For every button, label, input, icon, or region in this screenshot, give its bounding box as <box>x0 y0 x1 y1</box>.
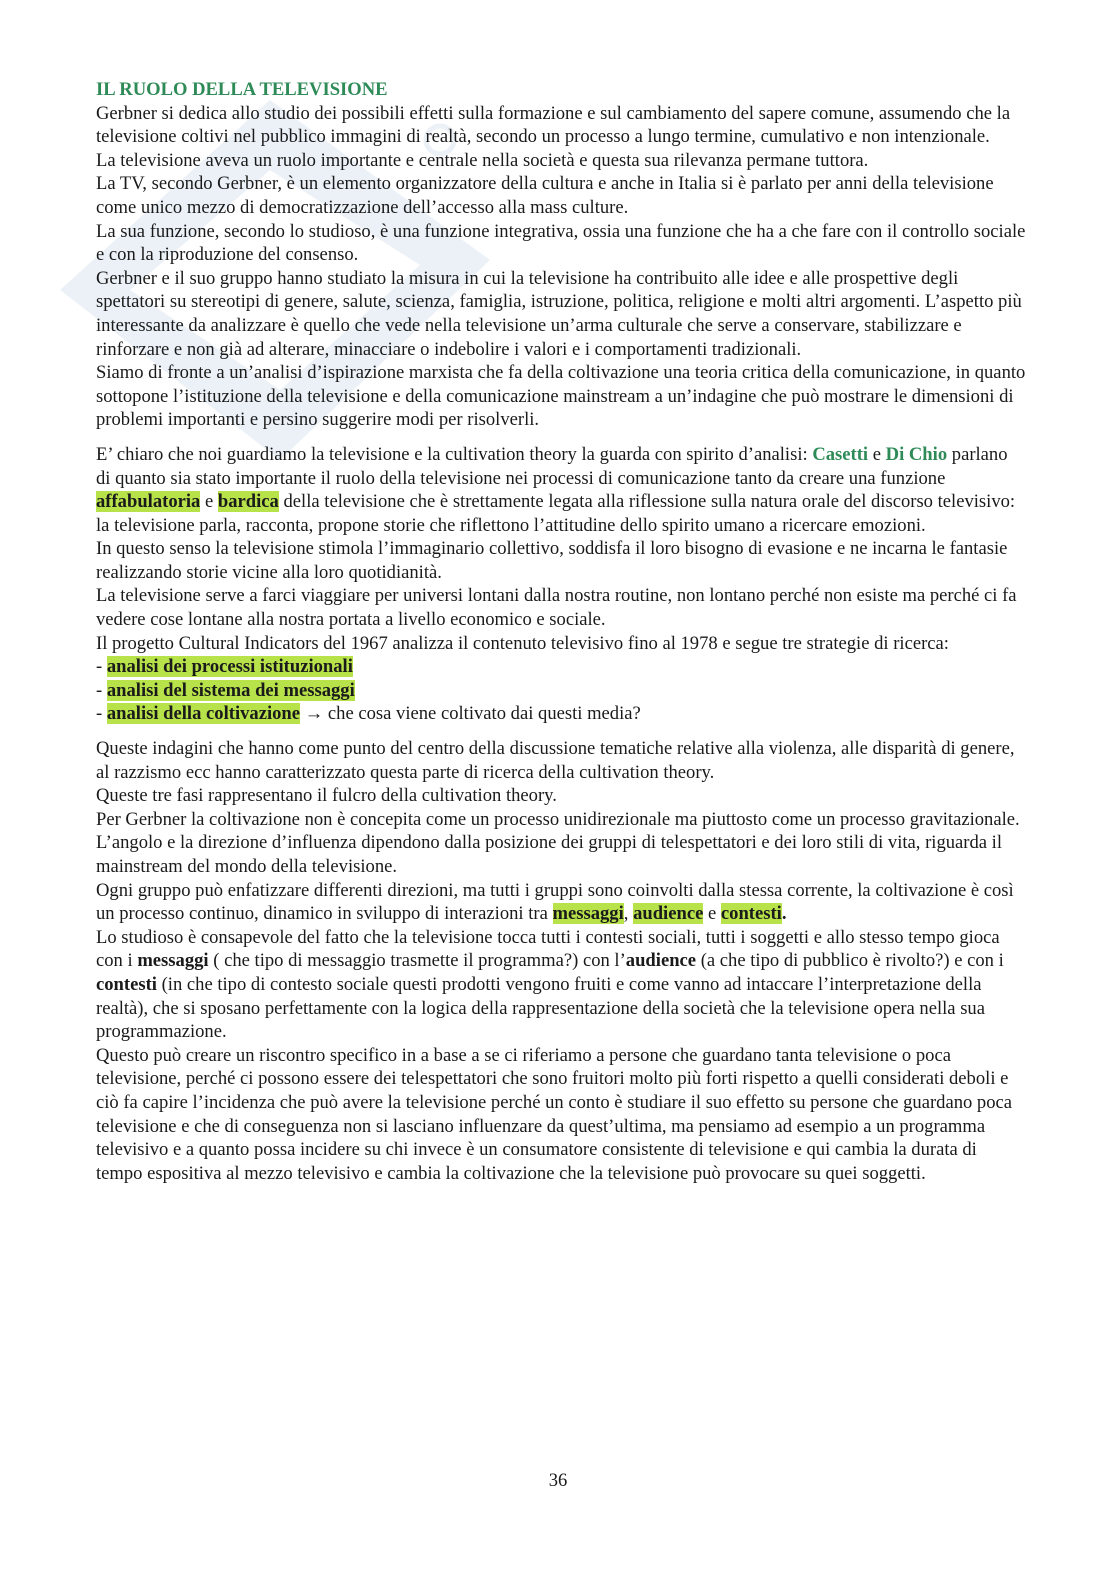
highlighted-term: contesti <box>720 903 782 925</box>
paragraph-studioso: Lo studioso è consapevole del fatto che la televisione tocca tutti i contesti sociali, tutti i soggetti e allo stesso tempo gioca con i messaggi ( che tipo di messaggio trasmette il programma?) con l’audience (a che tipo di pubblico è rivolto?) e con i contesti (in che tipo di contesto sociale questi prodotti vengono fruiti e come vanno ad intaccare l’interpretazione della realtà), che si sposano perfettamente con la logica della rappresentazione della società che la televisione opera nella sua programmazione. <box>96 926 1004 1043</box>
paragraph: La sua funzione, secondo lo studioso, è una funzione integrativa, ossia una funzione che ha a che fare con il controllo sociale e con la riproduzione del consenso. <box>96 220 1026 266</box>
highlighted-term: analisi della coltivazione <box>106 703 301 725</box>
bold-term: messaggi <box>137 950 209 972</box>
bold-term: audience <box>625 950 697 972</box>
section-title: IL RUOLO DELLA TELEVISIONE <box>96 79 388 100</box>
paragraph: Per Gerbner la coltivazione non è concepita come un processo unidirezionale ma piuttosto come un processo gravitazionale. L’angolo e la direzione d’influenza dipendono dalla posizione dei gruppi di telespettatori e dei loro stili di vita, riguarda il mainstream del mondo della televisione. <box>96 808 1020 877</box>
highlighted-term: analisi dei processi istituzionali <box>106 656 353 678</box>
highlighted-term: messaggi <box>552 903 624 925</box>
author-name: Casetti <box>812 443 869 465</box>
highlighted-term: analisi del sistema dei messaggi <box>106 679 355 701</box>
paragraph-interactions: Ogni gruppo può enfatizzare differenti direzioni, ma tutti i gruppi sono coinvolti dalla stessa corrente, la coltivazione è così un processo continuo, dinamico in sviluppo di interazioni tra messaggi, audience e contesti. <box>96 879 1014 925</box>
highlighted-term: affabulatoria <box>96 491 201 513</box>
paragraph: La TV, secondo Gerbner, è un elemento organizzatore della cultura e anche in Italia si è parlato per anni della televisione come unico mezzo di democratizzazione dell’accesso alla mass culture. <box>96 173 994 218</box>
highlighted-term: bardica <box>217 491 279 513</box>
paragraph: Queste indagini che hanno come punto del centro della discussione tematiche relative alla violenza, alle disparità di genere, al razzismo ecc hanno caratterizzato questa parte di ricerca della cultivation theory. <box>96 738 1015 783</box>
author-name: Di Chio <box>885 443 948 465</box>
list-item: - analisi della coltivazione → che cosa viene coltivato dai questi media? <box>96 703 641 725</box>
document-body <box>96 78 1026 1185</box>
paragraph: La televisione aveva un ruolo importante e centrale nella società e questa sua rilevanza permane tuttora. <box>96 149 869 171</box>
paragraph: In questo senso la televisione stimola l’immaginario collettivo, soddisfa il loro bisogno di evasione e ne incarna le fantasie realizzando storie vicine alla loro quotidianità. <box>96 538 1008 583</box>
arrow-icon: → <box>300 703 328 725</box>
paragraph: Queste tre fasi rappresentano il fulcro della cultivation theory. <box>96 785 557 807</box>
list-item: - analisi dei processi istituzionali <box>96 656 353 678</box>
paragraph: La televisione serve a farci viaggiare per universi lontani dalla nostra routine, non lontano perché non esiste ma perché ci fa vedere cose lontane alla nostra portata a livello economico e sociale. <box>96 585 1017 631</box>
paragraph: Questo può creare un riscontro specifico in a base a se ci riferiamo a persone che guardano tanta televisione o poca televisione, perché ci possono essere dei telespettatori che sono fruitori molto più forti rispetto a quelli considerati deboli e ciò fa capire l’incidenza che può avere la televisione perché un conto è studiare il suo effetto su persone che guardano poca televisione e che di conseguenza non si lasciano influenzare da quest’ultima, ma pensiamo ad esempio a un programma televisivo e a quanto possa incidere su chi invece è un consumatore consistente di televisione e qui cambia la durata di tempo espositiva al mezzo televisivo e cambia la coltivazione che la televisione può provocare su quei soggetti. <box>96 1044 1013 1184</box>
highlighted-term: audience <box>633 903 704 925</box>
paragraph: Siamo di fronte a un’analisi d’ispirazione marxista che fa della coltivazione una teoria critica della comunicazione, in quanto sottopone l’istituzione della televisione e della comunicazione mainstream a un’indagine che può mostrare le dimensioni di problemi importanti e persino suggerire modi per risolverli. <box>96 362 1026 431</box>
bold-term: contesti <box>96 973 157 995</box>
paragraph: Gerbner e il suo gruppo hanno studiato la misura in cui la televisione ha contribuito alle idee e alle prospettive degli spettatori su stereotipi di genere, salute, scienza, famiglia, istruzione, politica, religione e molti altri argomenti. L’aspetto più interessante da analizzare è quello che vede nella televisione un’arma culturale che serve a conservare, stabilizzare e rinforzare e non già ad alterare, minacciare o indebolire i valori e i comportamenti tradizionali. <box>96 267 1022 360</box>
paragraph: Gerbner si dedica allo studio dei possibili effetti sulla formazione e sul cambiamento del sapere comune, assumendo che la televisione coltivi nel pubblico immagini di realtà, secondo un processo a lungo termine, cumulativo e non intenzionale. <box>96 102 1011 148</box>
list-item: - analisi del sistema dei messaggi <box>96 679 355 701</box>
paragraph: Il progetto Cultural Indicators del 1967 analizza il contenuto televisivo fino al 1978 e segue tre strategie di ricerca: <box>96 632 949 654</box>
page-number: 36 <box>548 1470 568 1491</box>
paragraph-casetti-dichio: E’ chiaro che noi guardiamo la televisione e la cultivation theory la guarda con spirito d’analisi: Casetti e Di Chio parlano di quanto sia stato importante il ruolo della televisione nei processi di comunicazione tanto da creare una funzione affabulatoria e bardica della televisione che è strettamente legata alla riflessione sulla natura orale del discorso televisivo: la televisione parla, racconta, propone storie che riflettono l’attitudine dello spirito umano a ricercare emozioni. <box>96 443 1016 536</box>
